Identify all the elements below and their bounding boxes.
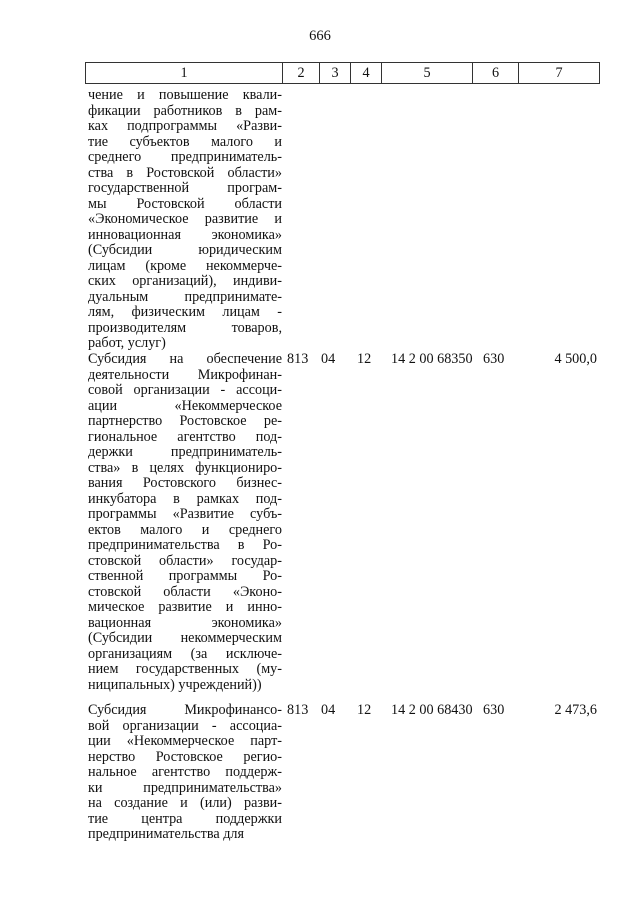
description-line: среднего предприниматель- — [88, 149, 282, 165]
header-col-6: 6 — [472, 63, 518, 83]
cell-c3: 04 — [321, 351, 336, 367]
description-line: ства» в целях функциониро- — [88, 459, 282, 476]
description-line: (Субсидии некоммерческим — [88, 630, 282, 646]
description-line: ектов малого и среднего — [88, 521, 282, 538]
description-line: лицам (кроме некоммерче- — [88, 257, 282, 274]
cell-c4: 12 — [357, 702, 372, 718]
table-header — [85, 62, 600, 84]
cell-c2: 813 — [287, 351, 309, 367]
description-line: стовской области «Эконо- — [88, 583, 282, 600]
description-line: гиональное агентство под- — [88, 428, 282, 445]
description-line: совой организации - ассоци- — [88, 382, 282, 398]
row-description — [88, 703, 282, 843]
description-line: держки предприниматель- — [88, 444, 282, 460]
description-line: ниципальных) учреждений)) — [88, 676, 262, 693]
description-line: мы Ростовской области — [88, 195, 282, 212]
description-line: на создание и (или) разви- — [88, 795, 282, 811]
header-col-4: 4 — [350, 63, 381, 83]
description-line: ских организаций), индиви- — [88, 273, 282, 289]
description-line: деятельности Микрофинан- — [88, 366, 282, 383]
description-line: ственной программы Ро- — [88, 568, 282, 584]
description-line: лям, физическим лицам - — [88, 304, 282, 320]
description-line: партнерство Ростовское ре- — [88, 413, 282, 429]
cell-c6: 630 — [483, 702, 505, 718]
description-line: вой организации - ассоциа- — [88, 717, 282, 734]
description-line: тие субъектов малого и — [88, 133, 282, 150]
description-line: инкубатора в рамках под- — [88, 490, 282, 507]
header-col-3: 3 — [319, 63, 350, 83]
page-number: 666 — [309, 28, 331, 44]
description-line: программы «Развитие субъ- — [88, 506, 282, 522]
description-line: инновационная экономика» — [88, 226, 282, 243]
cell-c5: 14 2 00 68430 — [391, 702, 473, 718]
description-line: производителям товаров, — [88, 319, 282, 336]
description-line: вационная экономика» — [88, 614, 282, 631]
description-line: предпринимательства в Ро- — [88, 537, 282, 553]
description-line: чение и повышение квали- — [88, 87, 282, 103]
cell-c4: 12 — [357, 351, 372, 367]
description-line: ции «Некоммерческое парт- — [88, 733, 282, 749]
header-col-2: 2 — [282, 63, 319, 83]
cell-c7: 4 500,0 — [554, 351, 597, 367]
cell-c6: 630 — [483, 351, 505, 367]
description-line: стовской области» государ- — [88, 552, 282, 569]
description-line: ства в Ростовской области» — [88, 164, 282, 181]
description-line: ки предпринимательства» — [88, 779, 282, 796]
description-line: мическое развитие и инно- — [88, 599, 282, 615]
description-line: нерство Ростовское регио- — [88, 748, 282, 765]
description-line: нальное агентство поддерж- — [88, 764, 282, 780]
description-line: тие центра поддержки — [88, 810, 282, 827]
cell-c2: 813 — [287, 702, 309, 718]
cell-c5: 14 2 00 68350 — [391, 351, 473, 367]
description-line: работ, услуг) — [88, 335, 166, 351]
cell-c3: 04 — [321, 702, 336, 718]
description-line: вания Ростовского бизнес- — [88, 475, 282, 491]
row-description — [88, 352, 282, 693]
header-col-1: 1 — [85, 63, 282, 83]
description-line: «Экономическое развитие и — [88, 211, 282, 227]
description-line: государственной програм- — [88, 180, 282, 196]
description-line: Субсидия Микрофинансо- — [88, 702, 282, 718]
description-line: (Субсидии юридическим — [88, 242, 282, 258]
row-description — [88, 88, 282, 352]
description-line: ации «Некоммерческое — [88, 397, 282, 414]
description-line: ках подпрограммы «Разви- — [88, 118, 282, 134]
description-line: организациям (за исключе- — [88, 645, 282, 662]
description-line: фикации работников в рам- — [88, 102, 282, 119]
header-col-5: 5 — [381, 63, 472, 83]
description-line: дуальным предпринимате- — [88, 288, 282, 305]
cell-c7: 2 473,6 — [554, 702, 597, 718]
description-line: Субсидия на обеспечение — [88, 351, 282, 367]
description-line: предпринимательства для — [88, 826, 245, 842]
description-line: нием государственных (му- — [88, 661, 282, 677]
header-col-7: 7 — [518, 63, 600, 83]
